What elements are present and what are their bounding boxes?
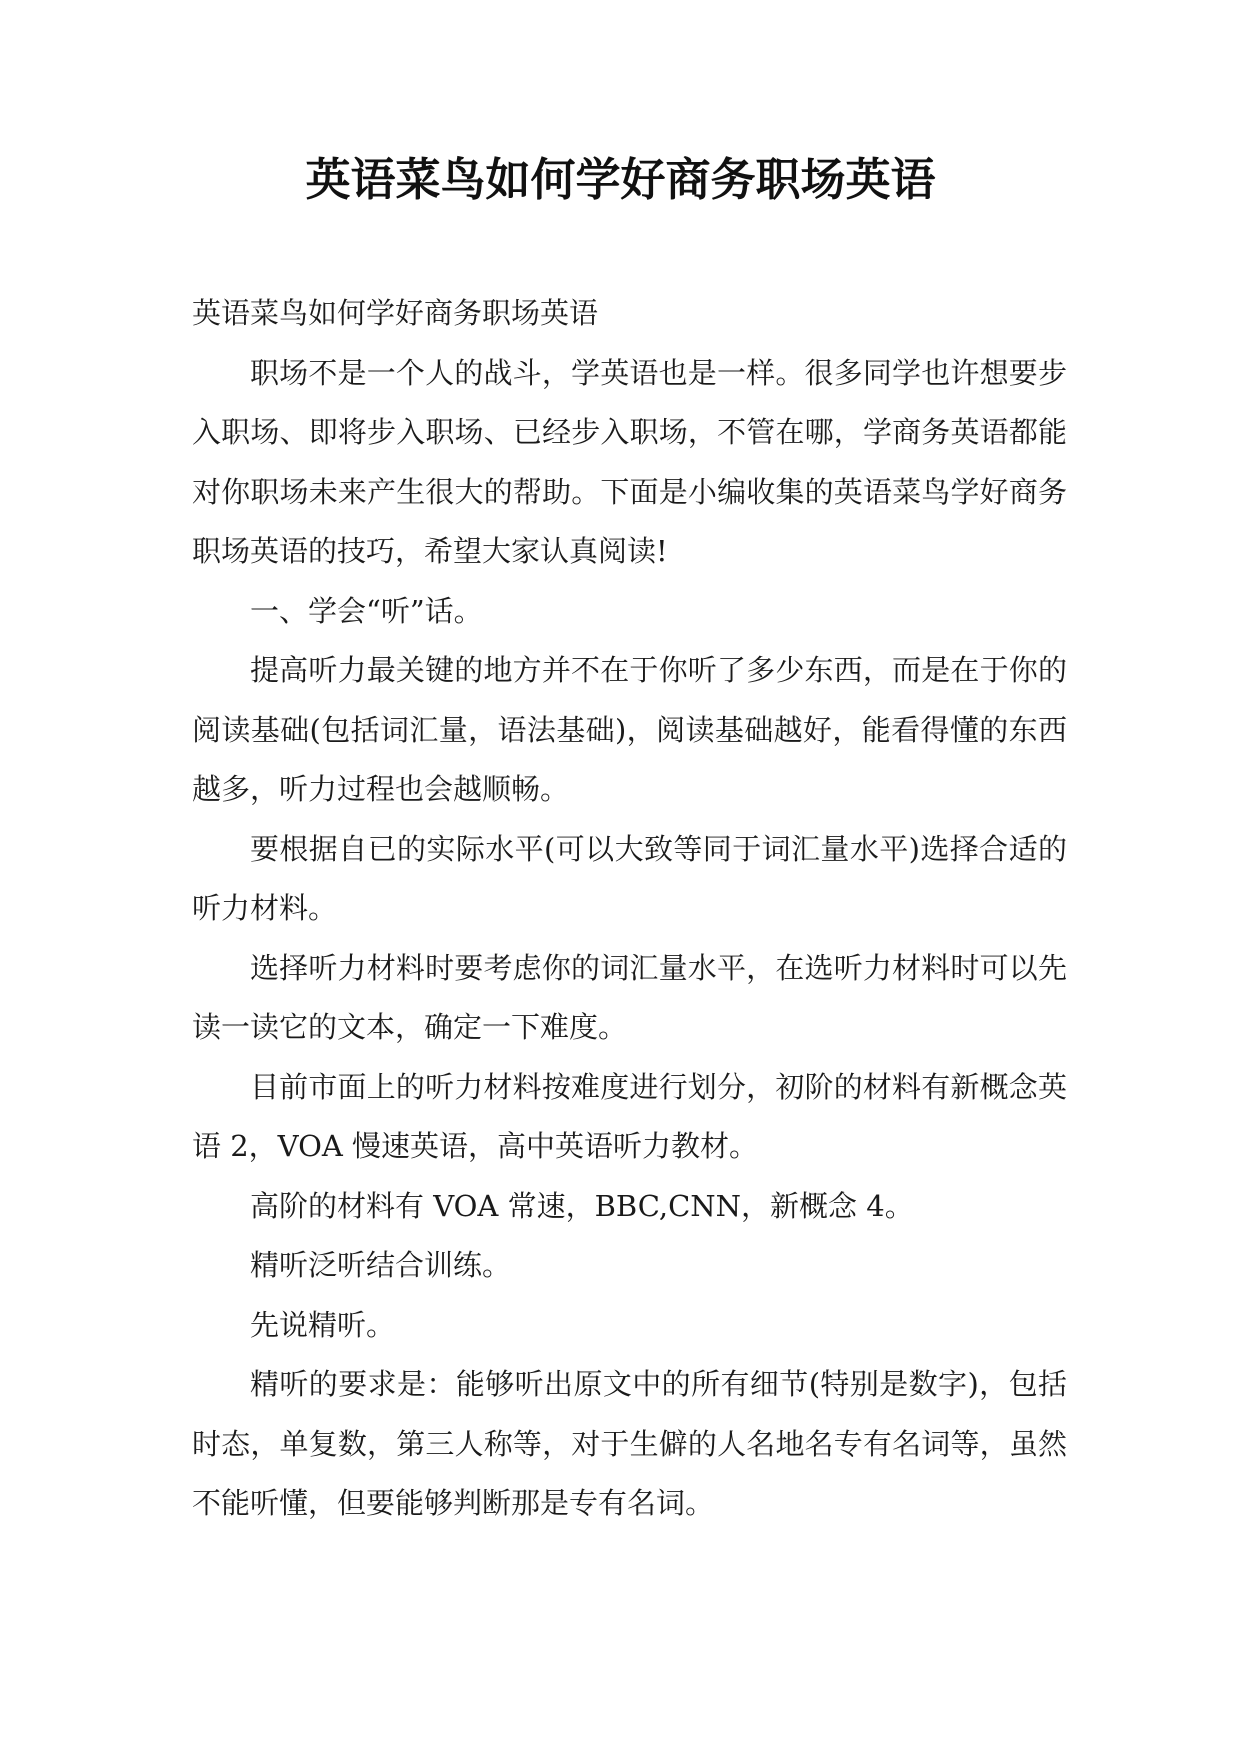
paragraph: 精听泛听结合训练。 bbox=[250, 1248, 512, 1282]
document-subtitle: 英语菜鸟如何学好商务职场英语 bbox=[192, 296, 599, 330]
paragraph: 职场不是一个人的战斗，学英语也是一样。很多同学也许想要步入职场、即将步入职场、已经步入职场，不管在哪，学商务英语都能对你职场未来产生很大的帮助。下面是小编收集的英语菜鸟学好商务职场英语的技巧，希望大家认真阅读! bbox=[192, 355, 1067, 568]
paragraph: 选择听力材料时要考虑你的词汇量水平，在选听力材料时可以先读一读它的文本，确定一下难度。 bbox=[192, 950, 1067, 1044]
document-title: 英语菜鸟如何学好商务职场英语 bbox=[305, 153, 936, 206]
paragraph: 精听的要求是：能够听出原文中的所有细节(特别是数字)，包括时态，单复数，第三人称等，对于生僻的人名地名专有名词等，虽然不能听懂，但要能够判断那是专有名词。 bbox=[192, 1367, 1067, 1520]
document-body bbox=[192, 284, 1067, 1534]
paragraph: 一、学会“听”话。 bbox=[250, 593, 483, 628]
paragraph: 提高听力最关键的地方并不在于你听了多少东西，而是在于你的阅读基础(包括词汇量，语法基础)，阅读基础越好，能看得懂的东西越多，听力过程也会越顺畅。 bbox=[192, 653, 1067, 806]
paragraph: 目前市面上的听力材料按难度进行划分，初阶的材料有新概念英语 2，VOA 慢速英语，高中英语听力教材。 bbox=[192, 1069, 1067, 1163]
paragraph: 要根据自已的实际水平(可以大致等同于词汇量水平)选择合适的听力材料。 bbox=[192, 831, 1067, 925]
paragraph: 高阶的材料有 VOA 常速，BBC,CNN，新概念 4。 bbox=[250, 1188, 914, 1223]
paragraph: 先说精听。 bbox=[250, 1307, 396, 1342]
